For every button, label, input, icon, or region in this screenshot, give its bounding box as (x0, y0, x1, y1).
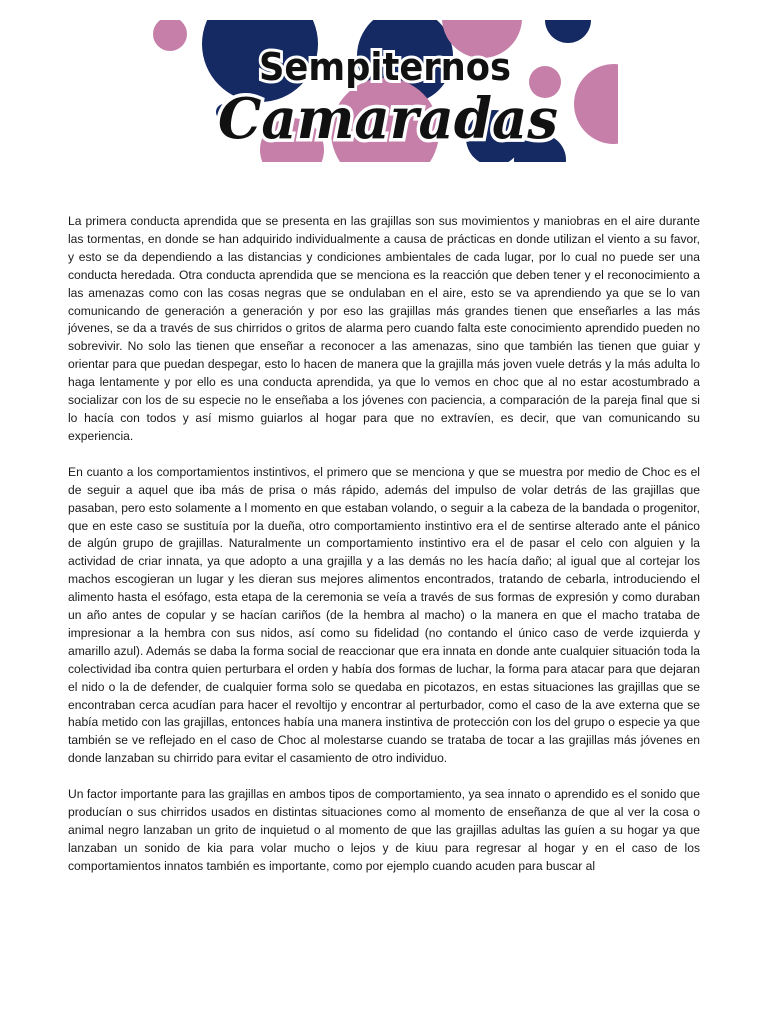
pink-dot (574, 64, 618, 144)
paragraph-2: En cuanto a los comportamientos instintivos, el primero que se menciona y que se muestra por medio de Choc es el de seguir a aquel que iba más de prisa o más rápido, además del impulso de volar detrás de las grajillas que pasaban, pero esto solamente a l momento en que estaban volando, o seguir a la cabeza de la bandada o progenitor, que en este caso se sustituía por la dueña, otro comportamiento instintivo era el de sentirse alterado ante el pánico de algún grupo de grajillas. Naturalmente un comportamiento instintivo era el de pasar el celo con alguien y la actividad de criar innata, ya que adopto a una grajilla y a las demás no les hacía daño; al igual que al cortejar los machos escogieran un lugar y les dieran sus mejores alimentos encontrados, tratando de cebarla, introduciendo el alimento hasta el esófago, esta etapa de la ceremonia se veía a través de sus formas de expresión y como duraban un año antes de copular y se hacían cariños (de la hembra al macho) o la manera en que el macho trataba de impresionar a la hembra con sus nidos, así como su fidelidad (no contando el único caso de verde izquierda y amarillo azul). Además se daba la forma social de reaccionar que era innata en donde ante cualquier situación toda la colectividad iba contra quien perturbara el orden y había dos formas de luchar, la forma para atacar para que dejaran el nido o la de defender, de cualquier forma solo se quedaba en picotazos, en estas situaciones las grajillas que se encontraban cerca acudían para hacer el revoltijo y encontrar al perturbador, como el caso de la ave externa que se había metido con las grajillas, entonces había una manera instintiva de protección con los del grupo o especie ya que también se ve reflejado en el caso de Choc al molestarse cuando se trataba de tocar a las grajillas más jóvenes en donde lanzaban su chirrido para evitar el casamiento de otro individuo. (68, 464, 700, 766)
banner-title-line2: Camaradas (218, 86, 558, 152)
navy-dot (545, 20, 591, 43)
document-body (68, 213, 700, 894)
paragraph-3: Un factor importante para las grajillas en ambos tipos de comportamiento, ya sea innato o aprendido es el sonido que producían o sus chirridos usados en distintas situaciones como al momento de enseñanza de que al ver la cosa o animal negro lanzaban un grito de inquietud o al momento de que las grajillas adultas las guíen a su hogar ya que lanzaban un sonido de kia para volar mucho o lejos y de kiuu para regresar al hogar y en el caso de los comportamientos innatos también es importante, como por ejemplo cuando acuden para buscar al (68, 787, 700, 873)
paragraph-1: La primera conducta aprendida que se presenta en las grajillas son sus movimientos y maniobras en el aire durante las tormentas, en donde se han adquirido individualmente a causa de prácticas en donde utilizan el viento a su favor, y esto se da dependiendo a las distancias y condiciones ambientales de cada lugar, por lo cual no puede ser una conducta heredada. Otra conducta aprendida que se menciona es la reacción que deben tener y el reconocimiento a las amenazas como con las cosas negras que se ondulaban en el aire, esto se va aprendiendo ya que se lo van comunicando de generación a generación y por eso las grajillas más grandes tienen que enseñarles a las más jóvenes, se da a través de sus chirridos o gritos de alarma pero cuando falta este conocimiento aprendido pueden no sobrevivir. No solo las tienen que enseñar a reconocer a las amenazas, sino que también las tienen que guiar y orientar para que puedan despegar, esto lo hacen de manera que la grajilla más joven vuele detrás y la más adulta lo haga lentamente y por ello es una conducta aprendida, ya que lo vemos en choc que al no estar acostumbrado a socializar con los de su especie no le enseñaba a los jóvenes con paciencia, a comparación de la pareja final que si lo hacía con todos y así mismo guiarlos al hogar para que no extravíen, es decir, que van comunicando su experiencia. (68, 214, 700, 443)
banner-title-line1: Sempiternos (259, 45, 511, 89)
pink-dot (153, 20, 187, 51)
banner-graphic (152, 20, 618, 162)
header-banner (152, 20, 618, 162)
